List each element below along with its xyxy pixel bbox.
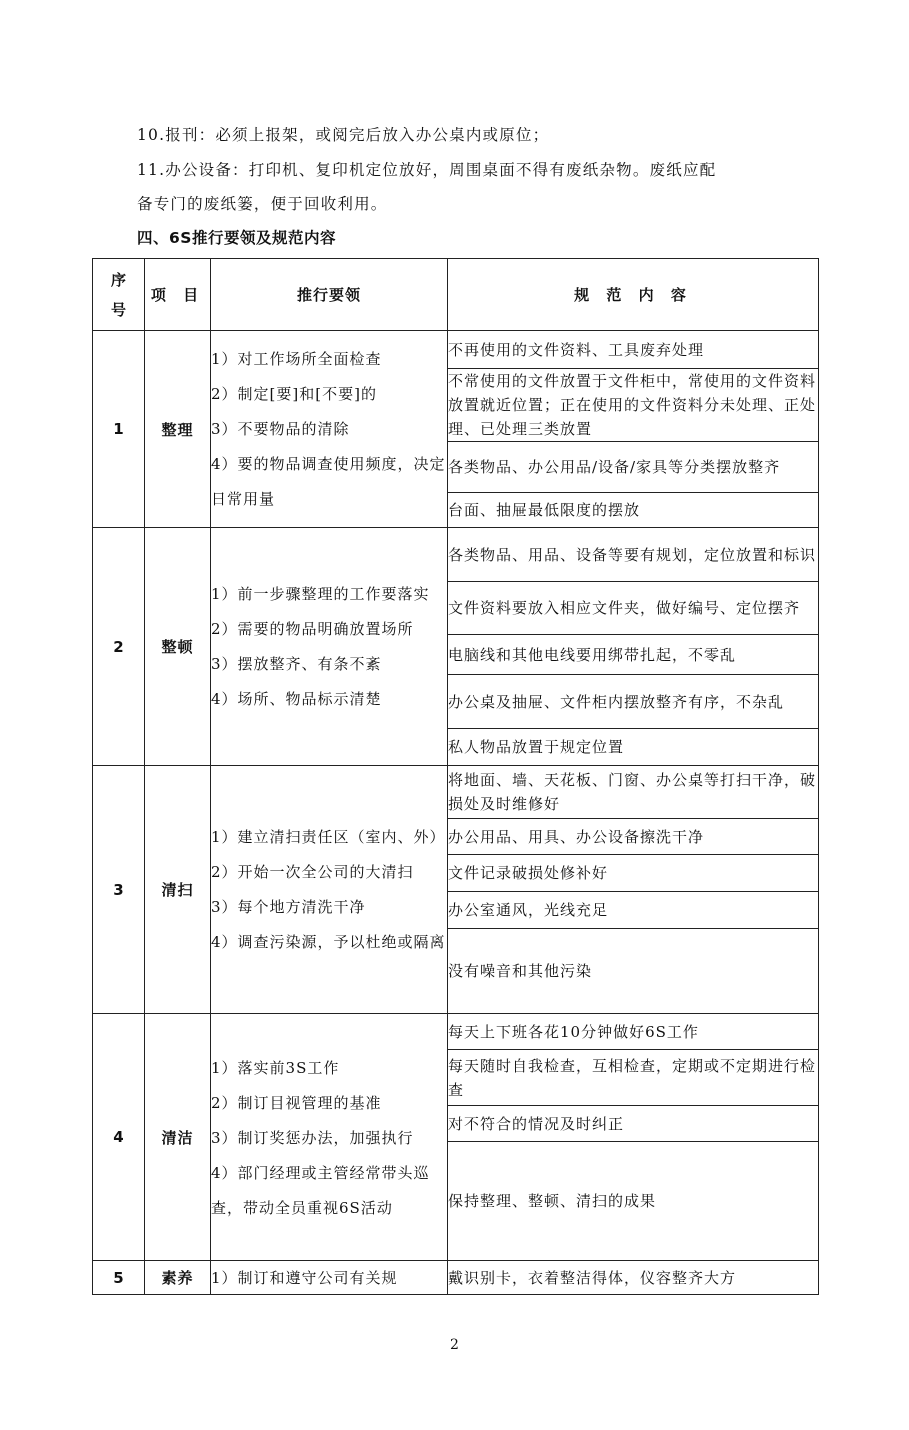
- group-4-no: 4: [93, 1014, 145, 1261]
- spec-cell: 将地面、墙、天花板、门窗、办公桌等打扫干净，破损处及时维修好: [448, 766, 819, 819]
- key-point: 4）部门经理或主管经常带头巡查，带动全员重视6S活动: [211, 1163, 430, 1217]
- header-spec: 规 范 内 容: [448, 259, 819, 331]
- group-4-item: 清洁: [145, 1014, 211, 1261]
- header-item: 项 目: [145, 259, 211, 331]
- group-1-no: 1: [93, 331, 145, 528]
- spec-cell: 没有噪音和其他污染: [448, 929, 819, 1014]
- group-3-item: 清扫: [145, 766, 211, 1014]
- spec-cell: 办公用品、用具、办公设备擦洗干净: [448, 819, 819, 855]
- table-row: [93, 766, 819, 819]
- header-key: 推行要领: [211, 259, 448, 331]
- key-point: 1）制订和遵守公司有关规: [211, 1268, 398, 1287]
- key-point: 1）前一步骤整理的工作要落实: [211, 584, 430, 603]
- table-row: [93, 528, 819, 582]
- key-point: 2）需要的物品明确放置场所: [211, 619, 414, 638]
- group-2-no: 2: [93, 528, 145, 766]
- key-point: 4）场所、物品标示清楚: [211, 689, 382, 708]
- table-row: [93, 1014, 819, 1050]
- key-point: 3）制订奖惩办法，加强执行: [211, 1128, 414, 1147]
- key-point: 1）建立清扫责任区（室内、外）: [211, 827, 446, 846]
- group-3-no: 3: [93, 766, 145, 1014]
- table-header-row: [93, 259, 819, 331]
- table-row: [93, 331, 819, 369]
- group-5-item: 素养: [145, 1261, 211, 1295]
- group-5-no: 5: [93, 1261, 145, 1295]
- key-point: 2）制定[要]和[不要]的: [211, 384, 377, 403]
- spec-cell: 台面、抽屉最低限度的摆放: [448, 493, 819, 528]
- six-s-table: [92, 258, 819, 1295]
- key-point: 2）制订目视管理的基准: [211, 1093, 382, 1112]
- spec-cell: 戴识别卡，衣着整洁得体，仪容整齐大方: [448, 1261, 819, 1295]
- spec-cell: 各类物品、办公用品/设备/家具等分类摆放整齐: [448, 442, 819, 493]
- group-1-key: [211, 331, 448, 528]
- key-point: 3）每个地方清洗干净: [211, 897, 366, 916]
- group-5-key: [211, 1261, 448, 1295]
- page-number: 2: [450, 1337, 459, 1353]
- spec-cell: 文件记录破损处修补好: [448, 855, 819, 892]
- group-2-item: 整顿: [145, 528, 211, 766]
- intro-line-3: 备专门的废纸篓，便于回收利用。: [137, 195, 388, 213]
- spec-cell: 各类物品、用品、设备等要有规划，定位放置和标识: [448, 528, 819, 582]
- intro-line-1: 10.报刊：必须上报架，或阅完后放入办公桌内或原位；: [137, 126, 550, 144]
- spec-cell: 不常使用的文件放置于文件柜中，常使用的文件资料放置就近位置；正在使用的文件资料分未处理、正处理、已处理三类放置: [448, 369, 819, 442]
- group-3-key: [211, 766, 448, 1014]
- spec-cell: 保持整理、整顿、清扫的成果: [448, 1142, 819, 1261]
- key-point: 2）开始一次全公司的大清扫: [211, 862, 414, 881]
- spec-cell: 每天上下班各花10分钟做好6S工作: [448, 1014, 819, 1050]
- spec-cell: 办公室通风，光线充足: [448, 892, 819, 929]
- key-point: 4）要的物品调查使用频度，决定日常用量: [211, 454, 446, 508]
- key-point: 4）调查污染源，予以杜绝或隔离: [211, 932, 446, 951]
- group-1-item: 整理: [145, 331, 211, 528]
- key-point: 1）对工作场所全面检查: [211, 349, 382, 368]
- spec-cell: 对不符合的情况及时纠正: [448, 1106, 819, 1142]
- table-row: [93, 1261, 819, 1295]
- key-point: 3）摆放整齐、有条不紊: [211, 654, 382, 673]
- spec-cell: 办公桌及抽屉、文件柜内摆放整齐有序，不杂乱: [448, 675, 819, 729]
- group-2-key: [211, 528, 448, 766]
- key-point: 3）不要物品的清除: [211, 419, 350, 438]
- spec-cell: 文件资料要放入相应文件夹，做好编号、定位摆齐: [448, 582, 819, 635]
- group-4-key: [211, 1014, 448, 1261]
- section-heading: 四、6S推行要领及规范内容: [137, 229, 336, 247]
- key-point: 1）落实前3S工作: [211, 1058, 340, 1077]
- spec-cell: 不再使用的文件资料、工具废弃处理: [448, 331, 819, 369]
- header-no-text: 序号: [110, 270, 126, 319]
- intro-line-2: 11.办公设备：打印机、复印机定位放好，周围桌面不得有废纸杂物。废纸应配: [137, 161, 717, 179]
- spec-cell: 每天随时自我检查，互相检查，定期或不定期进行检查: [448, 1050, 819, 1106]
- spec-cell: 电脑线和其他电线要用绑带扎起，不零乱: [448, 635, 819, 675]
- spec-cell: 私人物品放置于规定位置: [448, 729, 819, 766]
- header-no: [93, 259, 145, 331]
